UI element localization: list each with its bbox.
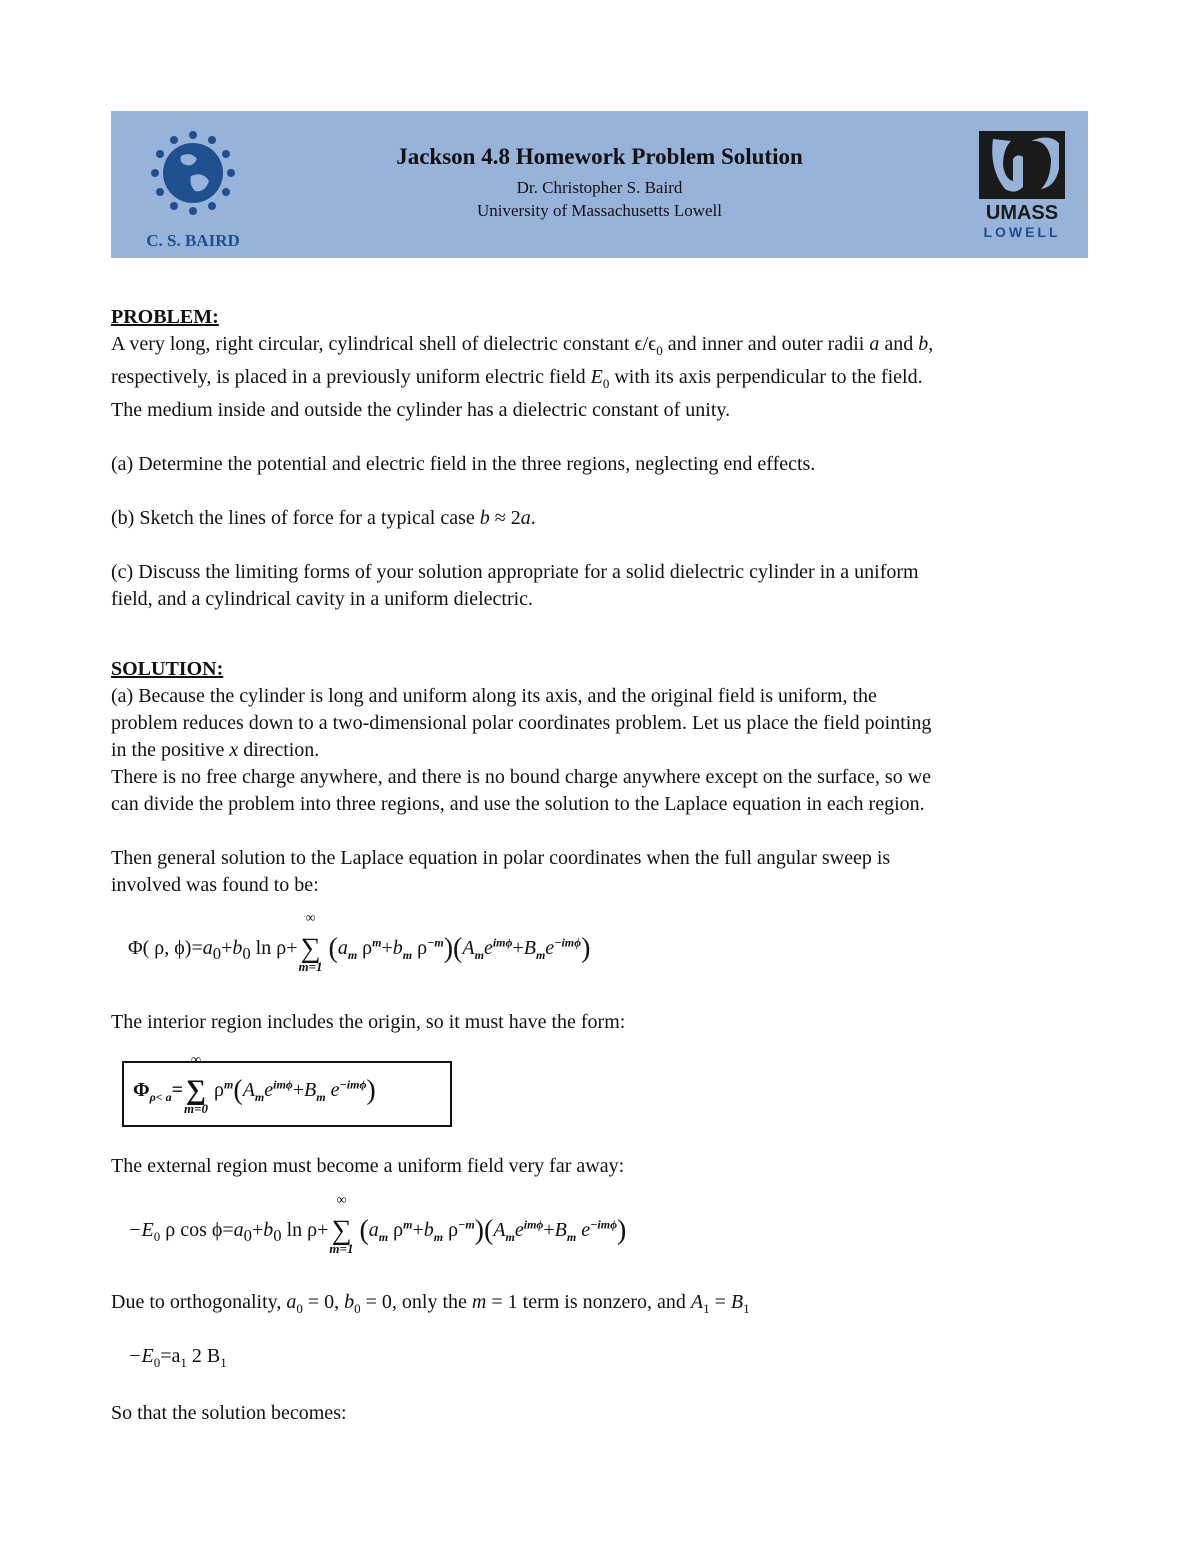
sum-symbol: ∞ ∑ m=1 xyxy=(298,911,323,975)
document-title: Jackson 4.8 Homework Problem Solution xyxy=(396,144,803,169)
sum-symbol: ∞ ∑ m=0 xyxy=(184,1053,209,1117)
solution-section xyxy=(111,656,931,899)
document-header xyxy=(111,111,1088,258)
affiliation: University of Massachusetts Lowell xyxy=(476,201,723,220)
external-text: The external region must become a uniform field very far away: xyxy=(111,1155,625,1177)
logo-text: C. S. BAIRD xyxy=(146,231,240,250)
solution-line-1: (a) Because the cylinder is long and uniform along its axis, and the original field is uniform, the xyxy=(111,685,877,707)
logo-text-umass: UMASS xyxy=(985,202,1059,224)
problem-line-2: respectively, is placed in a previously uniform electric field $E_0$ with its axis perpendicular to the field. xyxy=(111,366,923,391)
problem-part-c-1: (c) Discuss the limiting forms of your solution appropriate for a solid dielectric cylinder in a uniform xyxy=(111,561,919,583)
so-that-text: So that the solution becomes: xyxy=(111,1402,347,1424)
problem-part-a: (a) Determine the potential and electric field in the three regions, neglecting end effects. xyxy=(111,453,816,475)
equation-external: $-E_0$ ρ $\cos \phi=a_0+b_0$ ln ρ+ ∞ ∑ m=1 ($a_m$ $\rho^m+b_m$ $\rho^{-m})(A_me^{im\phi}+B_m$ $e^{-im\phi}$) xyxy=(128,1193,627,1257)
equation-general: Φ( ρ, $\phi)=a_0+b_0$ ln ρ+ ∞ ∑ m=1 ($a_m$ $\rho^m+b_m$ $\rho^{-m})(A_me^{im\phi}+B_me^{-im\phi})$ xyxy=(128,911,591,975)
sum-symbol: ∞ ∑ m=1 xyxy=(329,1193,354,1257)
problem-heading: PROBLEM: xyxy=(111,306,219,328)
author-line xyxy=(111,176,1088,222)
solution-line-7: involved was found to be: xyxy=(111,874,319,896)
solution-heading: SOLUTION: xyxy=(111,658,224,680)
problem-part-c-2: field, and a cylindrical cavity in a uniform dielectric. xyxy=(111,588,534,610)
problem-line-1: A very long, right circular, cylindrical shell of dielectric constant $\epsilon/\epsilon_0$ and inner and outer radii a and b, xyxy=(111,333,934,358)
problem-line-3: The medium inside and outside the cylinder has a dielectric constant of unity. xyxy=(111,399,731,421)
orthogonality-text: Due to orthogonality, $a_0 = 0$, $b_0 = 0$, only the m = 1 term is nonzero, and $A_1 = B_1$ xyxy=(111,1291,750,1316)
logo-text-lowell: LOWELL xyxy=(983,224,1061,240)
solution-line-4: There is no free charge anywhere, and there is no bound charge anywhere except on the surface, so we xyxy=(111,766,932,788)
interior-text: The interior region includes the origin, so it must have the form: xyxy=(111,1011,626,1033)
author-name: Dr. Christopher S. Baird xyxy=(516,178,683,197)
umass-lowell-logo xyxy=(975,129,1070,241)
solution-line-3: in the positive x direction. xyxy=(111,739,320,761)
solution-line-6: Then general solution to the Laplace equation in polar coordinates when the full angular sweep is xyxy=(111,847,891,869)
problem-section xyxy=(111,304,933,613)
equation-e0: $-E_0=a_1$ 2 $B_1$ xyxy=(128,1345,227,1370)
equation-interior: $\Phi_{\rho< a}=$ ∞ ∑ m=0 $\rho^m(A_me^{im\phi}+B_m$ $e^{-im\phi}$) xyxy=(133,1053,376,1117)
solution-line-2: problem reduces down to a two-dimensional polar coordinates problem. Let us place the field pointing xyxy=(111,712,932,734)
solution-line-5: can divide the problem into three regions, and use the solution to the Laplace equation in each region. xyxy=(111,793,925,815)
problem-part-b: (b) Sketch the lines of force for a typical case b ≈ 2a. xyxy=(111,507,536,529)
